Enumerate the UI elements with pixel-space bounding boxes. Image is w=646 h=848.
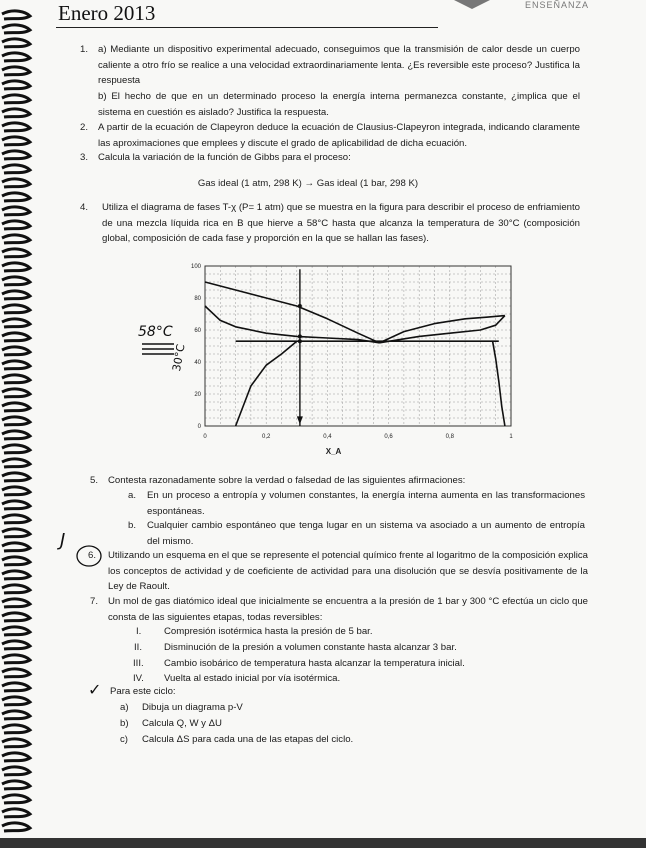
- spiral-ring: [2, 557, 30, 565]
- handwritten-30c: 30°C: [170, 343, 188, 373]
- series-vapor-left: [205, 282, 379, 343]
- phase-diagram-chart: [183, 258, 523, 458]
- q7-task-c: Calcula ΔS para cada una de las etapas del ciclo.: [142, 734, 354, 745]
- handwritten-58c: 58°C: [138, 324, 173, 340]
- spiral-ring: [2, 571, 30, 579]
- q2-number: 2.: [80, 122, 89, 133]
- x-tick-label: 1: [509, 434, 513, 440]
- spiral-ring: [2, 529, 30, 537]
- spiral-ring: [2, 627, 30, 635]
- spiral-ring: [2, 235, 30, 243]
- spiral-ring: [2, 543, 30, 551]
- spiral-ring: [2, 417, 30, 425]
- q6-text: Utilizando un esquema en el que se represente el potencial químico frente al logaritmo de la composición explica los conceptos de actividad y de coeficiente de actividad para una disolución que se desvía positivamente de la Ley de Raoult.: [108, 550, 588, 592]
- x-tick-label: 0,6: [384, 434, 393, 440]
- logo-mark: [452, 0, 492, 10]
- q7-cycle-intro: Para este ciclo:: [110, 686, 176, 697]
- q7-text: Un mol de gas diatómico ideal que inicialmente se encuentra a la presión de 1 bar y 300 °C efectúa un ciclo que consta de las siguientes etapas, todas reversibles:: [108, 596, 588, 623]
- spiral-ring: [2, 95, 30, 103]
- x-tick-label: 0,2: [262, 434, 271, 440]
- q7-step-3: Cambio isobárico de temperatura hasta alcanzar la temperatura inicial.: [164, 658, 465, 669]
- spiral-ring: [2, 459, 30, 467]
- spiral-ring: [2, 109, 30, 117]
- spiral-ring: [2, 39, 30, 47]
- q7-task-a-label: a): [120, 702, 129, 713]
- q7-step-4-label: IV.: [133, 673, 144, 684]
- x-axis-label: X_A: [325, 447, 342, 456]
- isopleth-point: [298, 339, 302, 343]
- q5-item-b-label: b.: [128, 520, 137, 531]
- spiral-ring: [2, 221, 30, 229]
- x-tick-label: 0,8: [445, 434, 454, 440]
- q1-part-a: a) Mediante un dispositivo experimental adecuado, conseguimos que la transmisión de calor desde un cuerpo caliente a otro frío se realice a una velocidad extraordinariamente lenta. ¿Es reversible este proceso? Justifica la respuesta: [98, 44, 580, 86]
- page-title: Enero 2013: [58, 1, 156, 25]
- q7-task-b: Calcula Q, W y ΔU: [142, 718, 222, 729]
- spiral-ring: [2, 767, 30, 775]
- spiral-ring: [2, 795, 30, 803]
- spiral-ring: [2, 53, 30, 61]
- spiral-binding: [0, 0, 34, 848]
- q1-part-b: b) El hecho de que en un determinado proceso la energía interna permanezca constante, ¿implica que el sistema en cuestión es aislado? Justifica la respuesta.: [98, 91, 580, 118]
- spiral-ring: [2, 809, 30, 817]
- q7-check-mark: ✓: [88, 680, 102, 699]
- q3-equation: Gas ideal (1 atm, 298 K) → Gas ideal (1 bar, 298 K): [197, 178, 419, 189]
- q7-number: 7.: [90, 596, 99, 607]
- spiral-ring: [2, 725, 30, 733]
- q3-text: Calcula la variación de la función de Gibbs para el proceso:: [98, 152, 351, 163]
- q7-task-a: Dibuja un diagrama p-V: [142, 702, 243, 713]
- q7-step-4: Vuelta al estado inicial por vía isotérmica.: [164, 673, 341, 684]
- spiral-ring: [2, 655, 30, 663]
- spiral-ring: [2, 81, 30, 89]
- header-corner-text: ENSEÑANZA: [525, 0, 590, 10]
- isopleth-arrowhead: [297, 416, 303, 424]
- y-tick-label: 60: [194, 328, 201, 334]
- spiral-ring: [2, 347, 30, 355]
- spiral-ring: [2, 375, 30, 383]
- q5-item-b: Cualquier cambio espontáneo que tenga lugar en un sistema va asociado a un aumento de entropía del mismo.: [147, 520, 585, 547]
- spiral-ring: [2, 333, 30, 341]
- spiral-ring: [2, 319, 30, 327]
- q5-item-a-label: a.: [128, 490, 137, 501]
- spiral-ring: [2, 277, 30, 285]
- spiral-ring: [2, 823, 30, 831]
- q5-number: 5.: [90, 475, 99, 486]
- spiral-ring: [2, 263, 30, 271]
- q7-task-b-label: b): [120, 718, 129, 729]
- q2-text: A partir de la ecuación de Clapeyron deduce la ecuación de Clausius-Clapeyron integrada, indicando claramente las aproximaciones que emplees y discute el grado de aplicabilidad de dicha ecuación.: [98, 122, 580, 149]
- spiral-ring: [2, 501, 30, 509]
- series-liquid-left: [205, 306, 379, 343]
- spiral-ring: [2, 291, 30, 299]
- x-tick-label: 0: [203, 434, 207, 440]
- q7-step-1-label: I.: [136, 626, 142, 637]
- isopleth-point: [298, 304, 302, 308]
- spiral-ring: [2, 389, 30, 397]
- spiral-ring: [2, 669, 30, 677]
- y-tick-label: 100: [190, 264, 201, 270]
- spiral-ring: [2, 753, 30, 761]
- q4-number: 4.: [80, 202, 89, 213]
- spiral-ring: [2, 151, 30, 159]
- spiral-ring: [2, 473, 30, 481]
- y-tick-label: 80: [194, 296, 201, 302]
- handwritten-q6-mark: J: [60, 530, 66, 551]
- spiral-ring: [2, 11, 30, 19]
- q7-step-2-label: II.: [134, 642, 142, 653]
- spiral-ring: [2, 25, 30, 33]
- header-rule: [56, 27, 438, 28]
- q1-number: 1.: [80, 44, 89, 55]
- spiral-ring: [2, 781, 30, 789]
- q7-step-1: Compresión isotérmica hasta la presión de 5 bar.: [164, 626, 373, 637]
- q6-number: 6.: [88, 550, 97, 561]
- y-tick-label: 0: [197, 424, 201, 430]
- q5-text: Contesta razonadamente sobre la verdad o falsedad de las siguientes afirmaciones:: [108, 475, 466, 486]
- bottom-edge: [0, 838, 646, 848]
- spiral-ring: [2, 613, 30, 621]
- spiral-ring: [2, 305, 30, 313]
- q3-number: 3.: [80, 152, 89, 163]
- q7-step-2: Disminución de la presión a volumen constante hasta alcanzar 3 bar.: [164, 642, 457, 653]
- spiral-ring: [2, 697, 30, 705]
- spiral-ring: [2, 683, 30, 691]
- series-vapor-right: [379, 316, 505, 343]
- spiral-ring: [2, 445, 30, 453]
- spiral-ring: [2, 137, 30, 145]
- q7-step-3-label: III.: [133, 658, 144, 669]
- q5-item-a: En un proceso a entropía y volumen constantes, la energía interna aumenta en las transformaciones espontáneas.: [147, 490, 585, 517]
- spiral-ring: [2, 585, 30, 593]
- spiral-ring: [2, 123, 30, 131]
- spiral-ring: [2, 739, 30, 747]
- y-tick-label: 20: [194, 392, 201, 398]
- spiral-ring: [2, 431, 30, 439]
- spiral-ring: [2, 193, 30, 201]
- spiral-ring: [2, 515, 30, 523]
- spiral-ring: [2, 487, 30, 495]
- q7-task-c-label: c): [120, 734, 128, 745]
- spiral-ring: [2, 67, 30, 75]
- spiral-ring: [2, 249, 30, 257]
- y-tick-label: 40: [194, 360, 201, 366]
- spiral-ring: [2, 711, 30, 719]
- spiral-ring: [2, 403, 30, 411]
- isopleth-point: [298, 334, 302, 338]
- spiral-ring: [2, 361, 30, 369]
- spiral-ring: [2, 207, 30, 215]
- q4-text: Utiliza el diagrama de fases T-χ (P= 1 atm) que se muestra en la figura para describir el proceso de enfriamiento de una mezcla líquida rica en B que hierve a 58°C hasta que alcanza la temperatura de 30°C (composición global, composición de cada fase y proporción en la que se hallan las fases).: [102, 202, 580, 244]
- spiral-ring: [2, 599, 30, 607]
- spiral-ring: [2, 641, 30, 649]
- series-liquid-right: [379, 316, 505, 343]
- spiral-ring: [2, 165, 30, 173]
- x-tick-label: 0,4: [323, 434, 332, 440]
